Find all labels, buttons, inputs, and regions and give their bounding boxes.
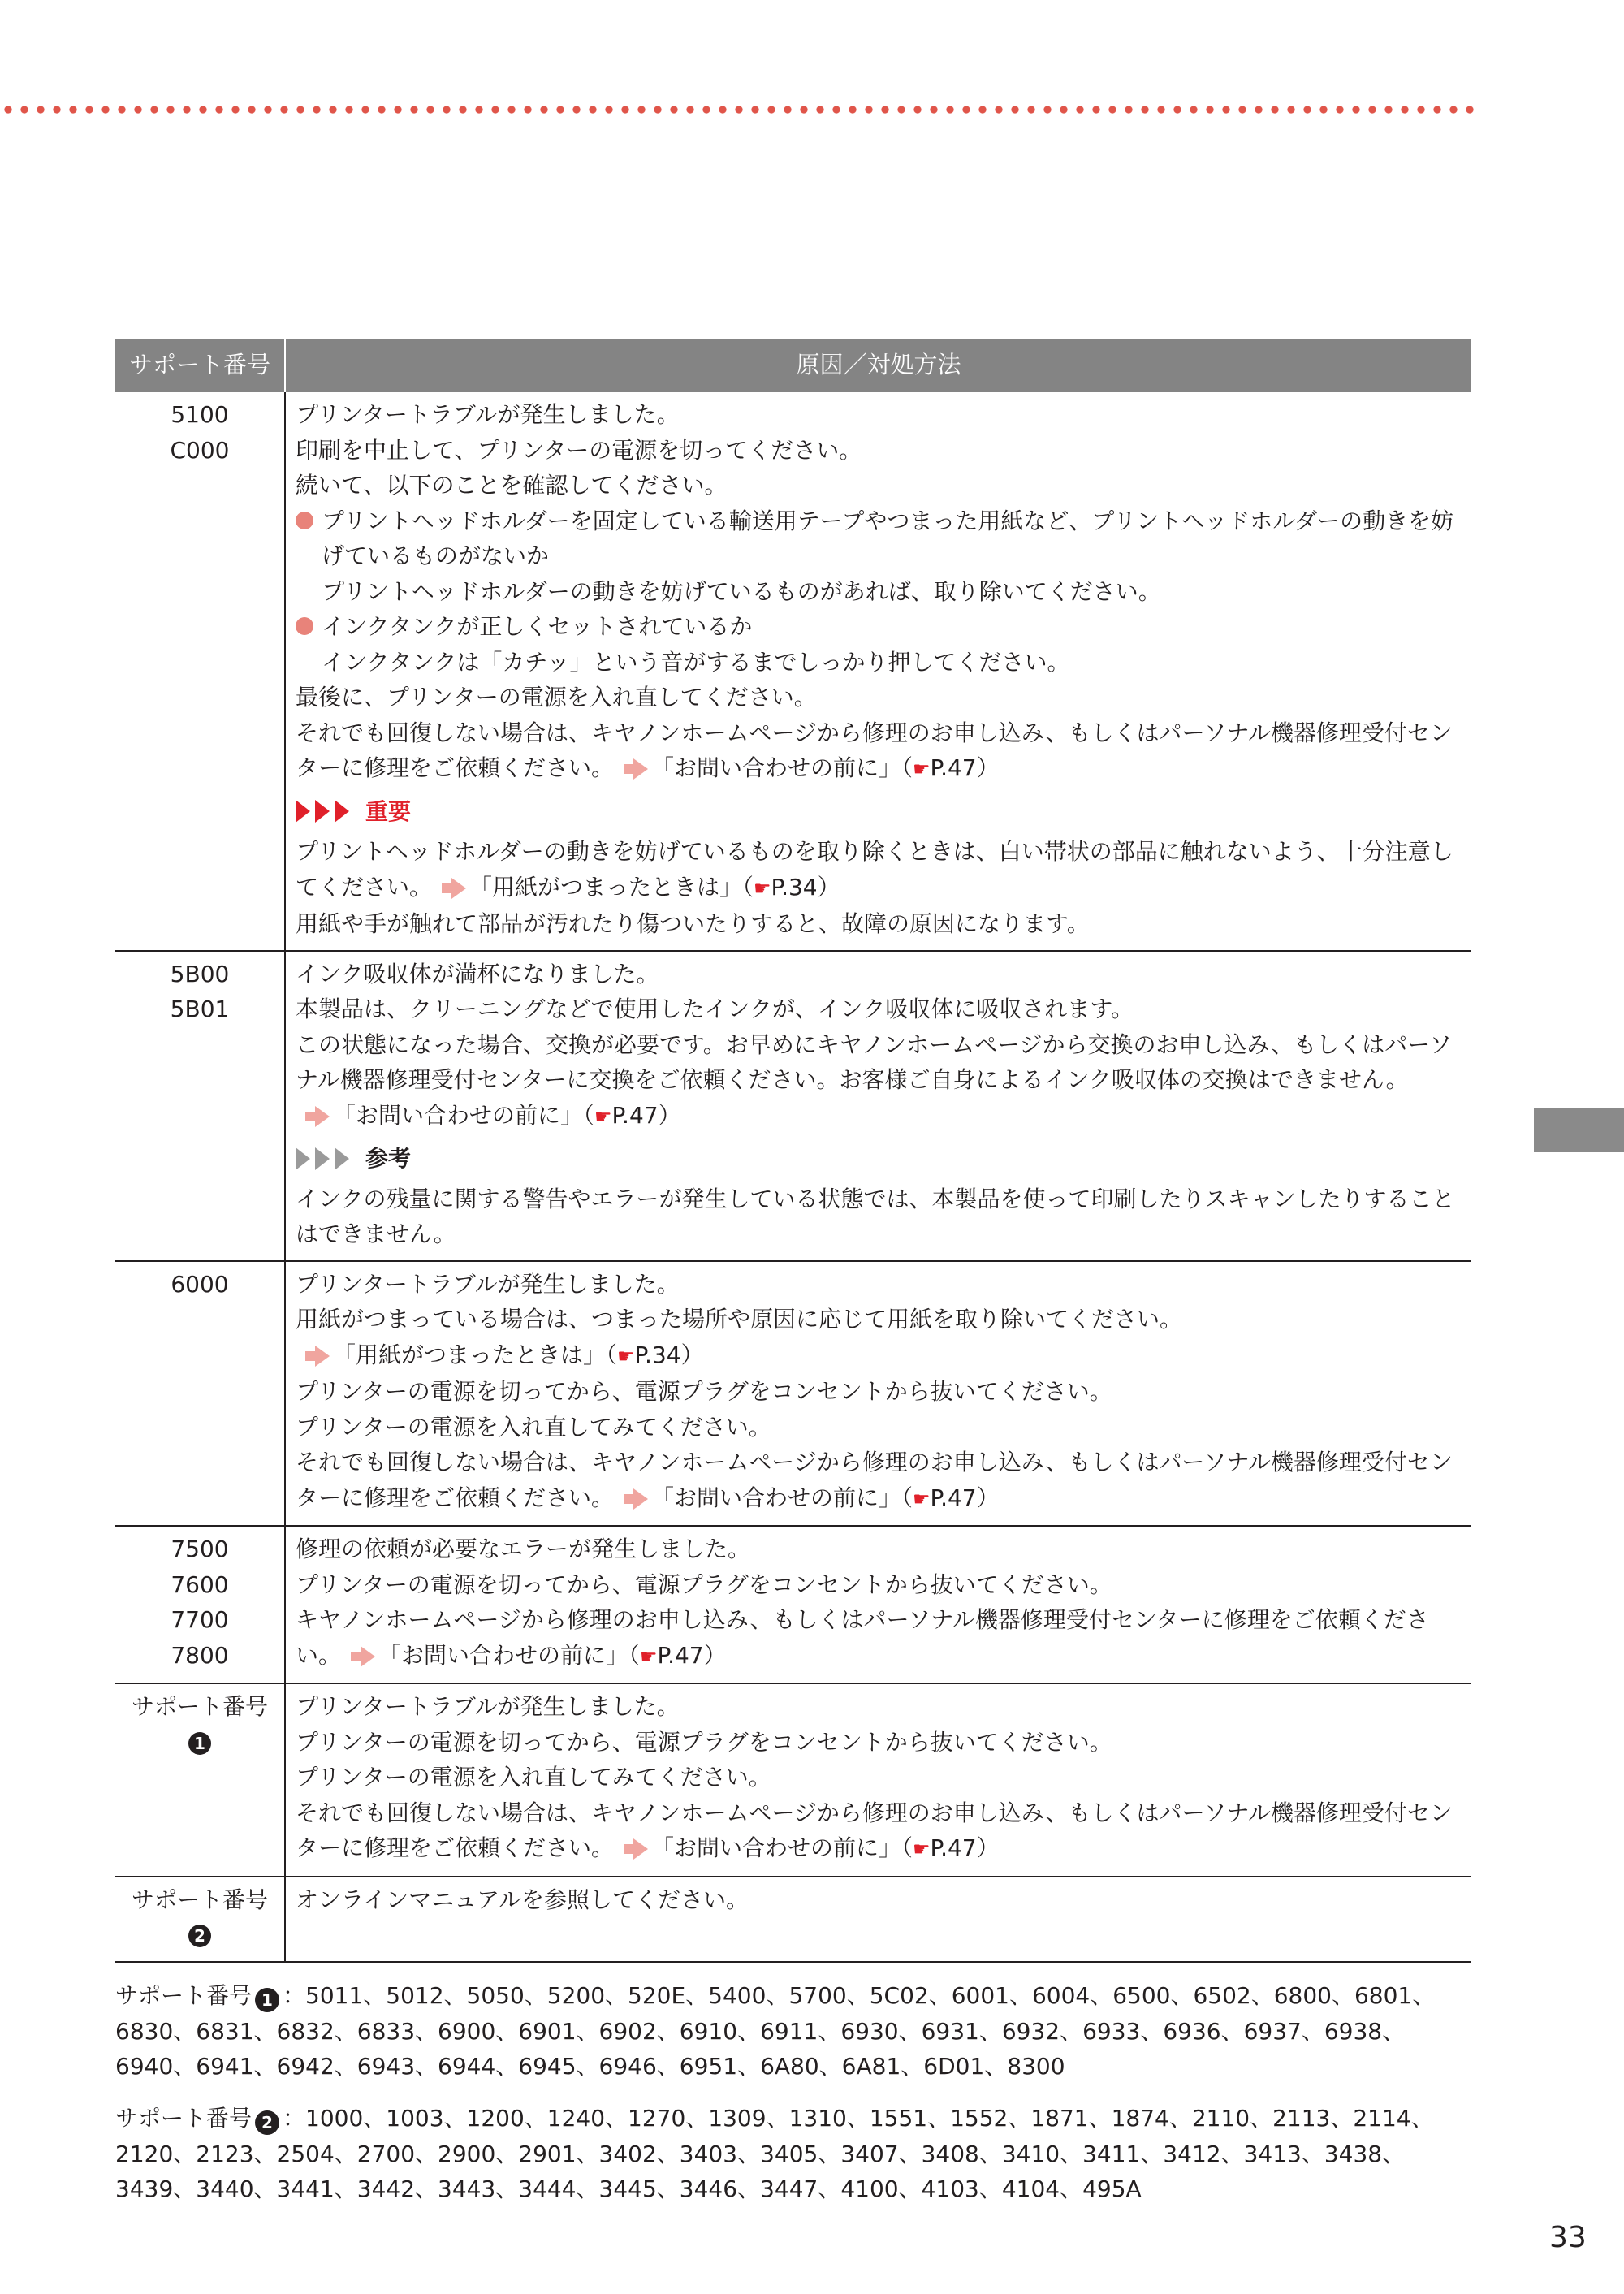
support-code-cell xyxy=(115,392,285,951)
hand-pointer-icon: ☛ xyxy=(617,1344,635,1367)
text-line: オンラインマニュアルを参照してください。 xyxy=(296,1886,749,1913)
text-line: プリンターの電源を切ってから、電源プラグをコンセントから抜いてください。 xyxy=(296,1728,1112,1756)
support-code-label: サポート番号 xyxy=(131,1886,268,1913)
cause-remedy-cell xyxy=(285,1261,1471,1527)
table-row xyxy=(115,1683,1471,1877)
table-header-row xyxy=(115,339,1471,392)
bullet-item xyxy=(296,503,1465,574)
support-code-cell xyxy=(115,1877,285,1962)
reference-link[interactable] xyxy=(614,1480,1000,1518)
page-number: 33 xyxy=(1549,2221,1587,2254)
reference-text: 「お問い合わせの前に」（ xyxy=(651,1834,914,1861)
support-code: 5B00 xyxy=(170,960,230,987)
text-span: それでも回復しない場合は、キヤノンホームページから修理のお申し込み、もしくはパーソナル機器修理受付センターに修理をご依頼ください。 xyxy=(296,1449,1453,1511)
reference-link[interactable] xyxy=(296,1098,681,1135)
text-line xyxy=(296,1602,1465,1674)
arrow-right-icon xyxy=(361,1646,375,1667)
text-line: 本製品は、クリーニングなどで使用したインクが、インク吸収体に吸収されます。 xyxy=(296,996,1134,1022)
table-row xyxy=(115,1526,1471,1683)
text-span: 用紙がつまっている場合は、つまった場所や原因に応じて用紙を取り除いてください。 xyxy=(296,1306,1183,1333)
bullet-subtext: インクタンクは「カチッ」という音がするまでしっかり押してください。 xyxy=(322,648,1070,676)
hand-pointer-icon: ☛ xyxy=(594,1104,612,1128)
reference-link[interactable] xyxy=(296,1337,704,1375)
text-line: プリンターの電源を切ってから、電源プラグをコンセントから抜いてください。 xyxy=(296,1570,1112,1598)
text-span: キヤノンホームページから修理のお申し込み、もしくはパーソナル機器修理受付センターに修理をご依頼ください。 xyxy=(296,1606,1429,1669)
table-row xyxy=(115,392,1471,951)
chevron-important-icon xyxy=(296,800,354,823)
bullet-dot-icon xyxy=(296,617,313,635)
row-title: インク吸収体が満杯になりました。 xyxy=(296,960,659,987)
header-support-number: サポート番号 xyxy=(115,339,285,392)
support-code: 5B01 xyxy=(170,996,230,1022)
reference-link[interactable] xyxy=(614,750,1000,788)
text-span: この状態になった場合、交換が必要です。お早めにキヤノンホームページから交換のお申し込み、もしくはパーソナル機器修理受付センターに交換をご依頼ください。お客様ご自身によるインク吸収体の交換はできません。 xyxy=(296,1030,1453,1093)
support-list-label: サポート番号 xyxy=(115,1982,253,2009)
support-list-codes: ：5011、5012、5050、5200、520E、5400、5700、5C02、6001、6004、6500、6502、6800、6801、6830、6831、6832、6833、6900、6901、6902、6910、6911、6930、6931、6932、6933、6936、6937、6938、6940、6941、6942、6943、6944、6945、6946、6951、6A80、6A81、6D01、8300 xyxy=(115,1982,1436,2080)
bullet-dot-icon xyxy=(296,512,313,529)
text-line xyxy=(296,1445,1465,1517)
support-list-codes: ：1000、1003、1200、1240、1270、1309、1310、1551、1552、1871、1874、2110、2113、2114、2120、2123、2504、2700、2900、2901、3402、3403、3405、3407、3408、3410、3411、3412、3413、3438、3439、3440、3441、3442、3443、3444、3445、3446、3447、4100、4103、4104、495A xyxy=(115,2105,1434,2202)
arrow-right-icon xyxy=(315,1346,330,1367)
text-span: プリントヘッドホルダーの動きを妨げているものを取り除くときは、白い帯状の部品に触れないよう、十分注意してください。 xyxy=(296,838,1453,901)
support-number-2-list xyxy=(115,2101,1471,2207)
page-reference: P.47） xyxy=(930,754,1000,781)
cause-remedy-cell xyxy=(285,1683,1471,1877)
text-line: 続いて、以下のことを確認してください。 xyxy=(296,472,728,499)
text-line xyxy=(296,1795,1465,1868)
support-code-label: サポート番号 xyxy=(131,1693,268,1720)
table-row xyxy=(115,1261,1471,1527)
page-reference: P.47） xyxy=(930,1484,1000,1511)
page-reference: P.47） xyxy=(657,1641,727,1669)
text-line xyxy=(296,1027,1465,1135)
text-line: 印刷を中止して、プリンターの電源を切ってください。 xyxy=(296,436,862,464)
support-code: 5100 xyxy=(171,401,229,428)
circled-number: 2 xyxy=(188,1925,211,1947)
arrow-right-icon xyxy=(633,758,648,780)
reference-note-heading xyxy=(296,1141,1465,1177)
reference-text: 「用紙がつまったときは」（ xyxy=(469,873,754,901)
reference-label: 参考 xyxy=(365,1145,412,1172)
arrow-right-icon xyxy=(633,1488,648,1510)
support-code: 6000 xyxy=(171,1270,229,1298)
hand-pointer-icon: ☛ xyxy=(913,1838,931,1860)
arrow-right-icon xyxy=(633,1838,648,1860)
text-line: プリンターの電源を入れ直してみてください。 xyxy=(296,1413,771,1441)
hand-pointer-icon: ☛ xyxy=(754,876,771,900)
page-reference: P.47） xyxy=(930,1834,1000,1861)
support-code: 7700 xyxy=(171,1606,229,1633)
text-line xyxy=(296,715,1465,788)
support-code-cell xyxy=(115,1261,285,1527)
circled-number: 1 xyxy=(255,1988,279,2012)
support-list-label: サポート番号 xyxy=(115,2105,253,2132)
note-text xyxy=(296,834,1465,906)
reference-text: 「用紙がつまったときは」（ xyxy=(333,1341,618,1368)
support-code-number-wrap xyxy=(120,1725,279,1760)
support-code: 7600 xyxy=(171,1570,229,1598)
support-code: 7800 xyxy=(171,1641,229,1669)
support-code-cell xyxy=(115,1526,285,1683)
reference-link[interactable] xyxy=(614,1830,1000,1868)
bullet-item xyxy=(296,609,1465,645)
hand-pointer-icon: ☛ xyxy=(640,1644,658,1668)
header-cause-remedy: 原因／対処方法 xyxy=(285,339,1471,392)
reference-text: 「お問い合わせの前に」（ xyxy=(378,1641,641,1669)
reference-link[interactable] xyxy=(341,1638,727,1675)
cause-remedy-cell xyxy=(285,1526,1471,1683)
reference-link[interactable] xyxy=(432,870,840,907)
reference-text: 「お問い合わせの前に」（ xyxy=(651,1484,914,1511)
support-code-cell xyxy=(115,951,285,1261)
text-line: 最後に、プリンターの電源を入れ直してください。 xyxy=(296,684,817,711)
bullet-text: プリントヘッドホルダーを固定している輸送用テープやつまった用紙など、プリントヘッドホルダーの動きを妨げているものがないか xyxy=(322,507,1454,569)
support-code: 7500 xyxy=(171,1536,229,1562)
row-title: プリンタートラブルが発生しました。 xyxy=(296,1270,680,1298)
row-title: 修理の依頼が必要なエラーが発生しました。 xyxy=(296,1536,751,1562)
chevron-reference-icon xyxy=(296,1147,354,1170)
bullet-subtext: プリントヘッドホルダーの動きを妨げているものがあれば、取り除いてください。 xyxy=(322,577,1161,605)
row-title: プリンタートラブルが発生しました。 xyxy=(296,401,680,428)
arrow-right-icon xyxy=(451,878,466,899)
page-reference: P.34） xyxy=(771,873,840,901)
arrow-right-icon xyxy=(315,1106,330,1127)
cause-remedy-cell xyxy=(285,951,1471,1261)
note-text: インクの残量に関する警告やエラーが発生している状態では、本製品を使って印刷したりスキャンしたりすることはできません。 xyxy=(296,1185,1455,1247)
cause-remedy-cell xyxy=(285,1877,1471,1962)
reference-text: 「お問い合わせの前に」（ xyxy=(651,754,914,781)
cause-remedy-cell xyxy=(285,392,1471,951)
page-reference: P.34） xyxy=(634,1341,704,1368)
text-line: プリンターの電源を切ってから、電源プラグをコンセントから抜いてください。 xyxy=(296,1378,1112,1405)
dotted-header-rule xyxy=(0,104,1478,115)
hand-pointer-icon: ☛ xyxy=(913,758,931,780)
important-label: 重要 xyxy=(365,797,412,825)
bullet-text: インクタンクが正しくセットされているか xyxy=(322,613,753,640)
page-reference: P.47） xyxy=(611,1101,681,1129)
table-row xyxy=(115,1877,1471,1962)
text-span: それでも回復しない場合は、キヤノンホームページから修理のお申し込み、もしくはパーソナル機器修理受付センターに修理をご依頼ください。 xyxy=(296,1799,1453,1861)
circled-number: 2 xyxy=(255,2110,279,2135)
note-text: 用紙や手が触れて部品が汚れたり傷ついたりすると、故障の原因になります。 xyxy=(296,910,1090,937)
row-title: プリンタートラブルが発生しました。 xyxy=(296,1693,680,1720)
circled-number: 1 xyxy=(188,1732,211,1755)
support-code-number-wrap xyxy=(120,1917,279,1953)
chapter-tab-marker xyxy=(1534,1108,1624,1152)
error-code-table xyxy=(115,339,1471,1963)
table-row xyxy=(115,951,1471,1261)
support-number-1-list xyxy=(115,1978,1471,2084)
support-code: C000 xyxy=(170,436,230,464)
text-line: プリンターの電源を入れ直してみてください。 xyxy=(296,1764,771,1791)
reference-text: 「お問い合わせの前に」（ xyxy=(333,1101,595,1129)
text-span: それでも回復しない場合は、キヤノンホームページから修理のお申し込み、もしくはパーソナル機器修理受付センターに修理をご依頼ください。 xyxy=(296,719,1453,781)
important-note-heading xyxy=(296,794,1465,830)
support-code-cell xyxy=(115,1683,285,1877)
hand-pointer-icon: ☛ xyxy=(913,1487,931,1510)
text-line xyxy=(296,1302,1465,1374)
